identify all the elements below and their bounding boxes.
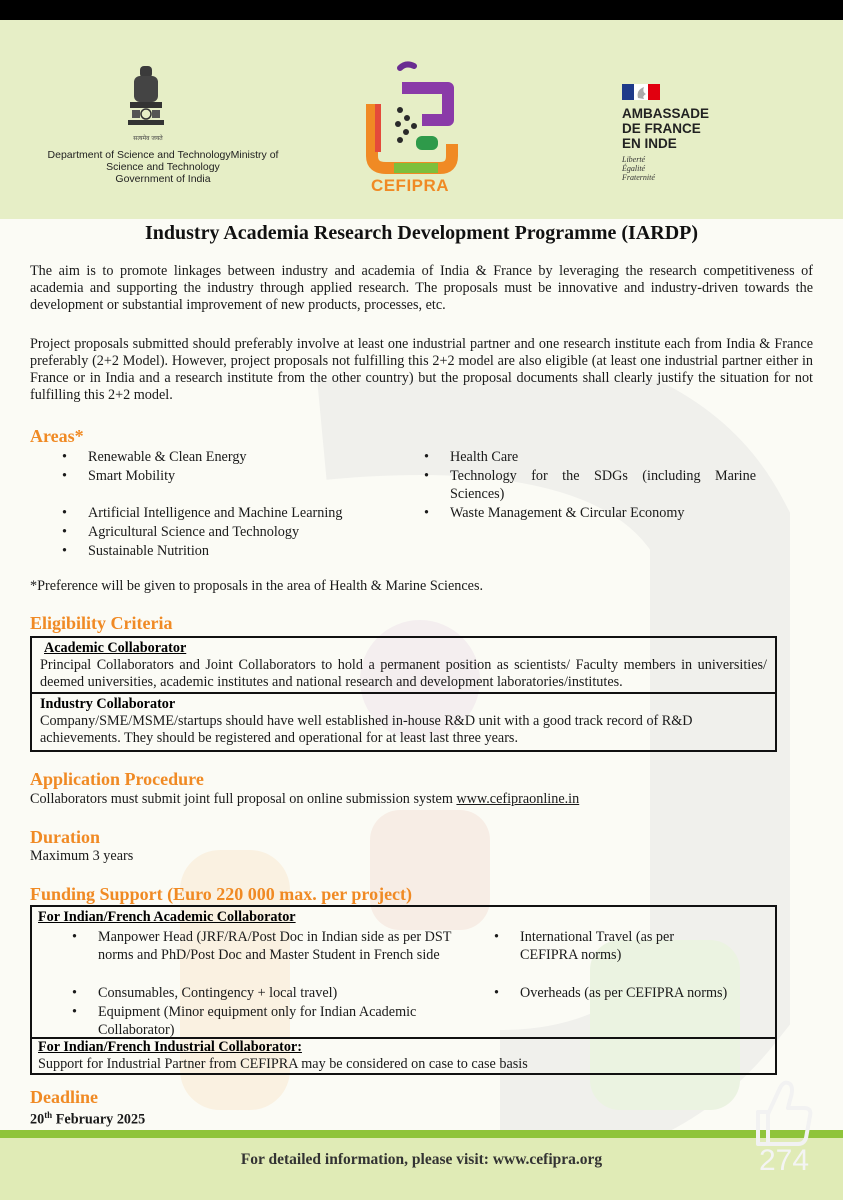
submission-link[interactable]: www.cefipraonline.in	[456, 791, 580, 807]
areas-note: *Preference will be given to proposals in the area of Health & Marine Sciences.	[30, 578, 484, 594]
eligibility-heading: Eligibility Criteria	[30, 613, 173, 633]
application-heading: Application Procedure	[30, 769, 204, 789]
eligibility-divider	[32, 692, 775, 694]
academic-collaborator-cell	[40, 640, 767, 691]
page-title: Industry Academia Research Development Programme (IARDP)	[144, 222, 699, 244]
deadline-heading: Deadline	[30, 1087, 99, 1107]
funding-table: For Indian/French Academic Collaborator • Manpower Head (JRF/RA/Post Doc in Indian side as per DST norms and PhD/Post Doc and Master Student in French side • Consumables, Contingency + local travel) • Equipment (Minor equipment only for Indian Academic Collaborator) • International Travel (as per CEFIPRA norms) • Overheads (as per CEFIPRA norms) For Indian/French Industrial Collaborator: Support for Industrial Partner from CEFIPRA may be considered on case to case basis	[30, 905, 777, 1075]
cefipra-mark-icon	[360, 60, 460, 176]
intro-paragraph-1: The aim is to promote linkages between industry and academia of India & France by leveraging the research competitiveness of academia and supporting the industry through applied research. The proposals must be innovative and industry-driven towards the development or substantial improvement of new products, processes, etc.	[30, 263, 813, 313]
academic-collaborator-heading: Academic Collaborator	[44, 640, 187, 656]
duration-heading: Duration	[30, 827, 101, 847]
intro-paragraph-2: Project proposals submitted should preferably involve at least one industrial partner and one research institute each from India & France preferably (2+2 Model). However, project proposals not fulfilling this 2+2 model are also eligible (at least one industrial partner either in France or in India and a research institute from the other country) but the proposal documents shall clearly justify the situation for not fulfilling this 2+2 model.	[30, 336, 813, 403]
dst-motto: सत्यमेव जयते	[133, 135, 163, 142]
embassy-name: AMBASSADE DE FRANCE EN INDE	[622, 106, 710, 151]
dst-name	[38, 149, 288, 185]
cefipra-label: CEFIPRA	[370, 176, 450, 195]
industry-collaborator-heading: Industry Collaborator	[40, 696, 176, 712]
cefipra-logo	[360, 60, 460, 200]
embassy-motto: Liberté Égalité Fraternité	[622, 155, 655, 182]
deadline-date: 20th February 2025	[30, 1110, 146, 1128]
application-text: Collaborators must submit joint full proposal on online submission system www.cefipraonline.in	[30, 791, 580, 807]
flyer-page: सत्यमेव जयते Department of Science and TechnologyMinistry of Science and Technology Government of India CEFIPRA AMBASSADE DE FRANCE EN INDE Liberté Égalité Fraternité Industry Academia Research Development Programme (IARDP) The aim is to promote linkages between industry and academia of India & France by leveraging the research competitiveness of academia and supporting the industry through applied research. The proposals must be innovative and industry-driven towards the development or substantial improvement of new products, processes, etc. Project proposals submitted should preferably involve at least one industrial partner and one research institute each from India & France preferably (2+2 Model). However, project proposals not fulfilling this 2+2 model are also eligible (at least one industrial partner either in France or in India and a research institute from the other country) but the proposal documents shall clearly justify the situation for not fulfilling this 2+2 model. Areas* • Renewable & Clean Energy • Smart Mobility • Artificial Intelligence and Machine Learning • Agricultural Science and Technology • Sustainable Nutrition • Health Care • Technology for the SDGs (including Marine Sciences) • Waste Management & Circular Economy *Preference will be given to proposals in the area of Health & Marine Sciences. Eligibility Criteria Academic Collaborator Principal Collaborators and Joint Collaborators to hold a permanent position as scientists/ Faculty members in universities/ deemed universities, academic institutes and national research and development laboratories/institutes. Industry Collaborator Company/SME/MSME/startups should have well established in-house R&D unit with a good track record of R&D achievements. They should be registered and operational for at least last three years. Application Procedure Collaborators must submit joint full proposal on online submission system www.cefipraonline.in Duration Maximum 3 years Funding Support (Euro 220 000 max. per project) For Indian/French Academic Collaborator • Manpower Head (JRF/RA/Post Doc in Indian side as per DST norms and PhD/Post Doc and Master Student in French side • Consumables, Contingency + local travel) • Equipment (Minor equipment only for Indian Academic Collaborator) • International Travel (as per CEFIPRA norms) • Overheads (as per CEFIPRA norms) For Indian/French Industrial Collaborator: Support for Industrial Partner from CEFIPRA may be considered on case to case basis Deadline 20th February 2025 For detailed information, please visit: www.cefipra.org 274	[0, 0, 843, 1200]
industry-collaborator-text: Company/SME/MSME/startups should have well established in-house R&D unit with a good track record of R&D achievements. They should be registered and operational for at least last three years.	[40, 713, 693, 746]
academic-collaborator-text: Principal Collaborators and Joint Collaborators to hold a permanent position as scientists/ Faculty members in universities/ deemed universities, academic institutes and national research and development laboratories/institutes.	[40, 657, 767, 690]
like-count: 274	[758, 1144, 810, 1177]
french-marianne-flag-icon	[622, 84, 660, 100]
funding-industrial-heading: For Indian/French Industrial Collaborator:	[38, 1039, 302, 1055]
dst-logo	[38, 60, 288, 190]
funding-industrial-text: Support for Industrial Partner from CEFIPRA may be considered on case to case basis	[38, 1056, 528, 1072]
thumbs-up-icon[interactable]	[752, 1078, 814, 1150]
footer-text: For detailed information, please visit: www.cefipra.org	[240, 1151, 603, 1168]
funding-heading: Funding Support (Euro 220 000 max. per project)	[30, 884, 413, 904]
duration-text: Maximum 3 years	[30, 848, 134, 864]
areas-heading: Areas*	[30, 426, 84, 446]
funding-academic-heading: For Indian/French Academic Collaborator	[38, 909, 296, 925]
industry-collaborator-cell	[40, 696, 767, 747]
eligibility-table	[30, 636, 777, 752]
national-emblem-icon	[126, 60, 166, 140]
top-bar	[0, 0, 843, 20]
dst-name-text: Department of Science and TechnologyMinistry of Science and Technology Government of India	[47, 149, 279, 185]
